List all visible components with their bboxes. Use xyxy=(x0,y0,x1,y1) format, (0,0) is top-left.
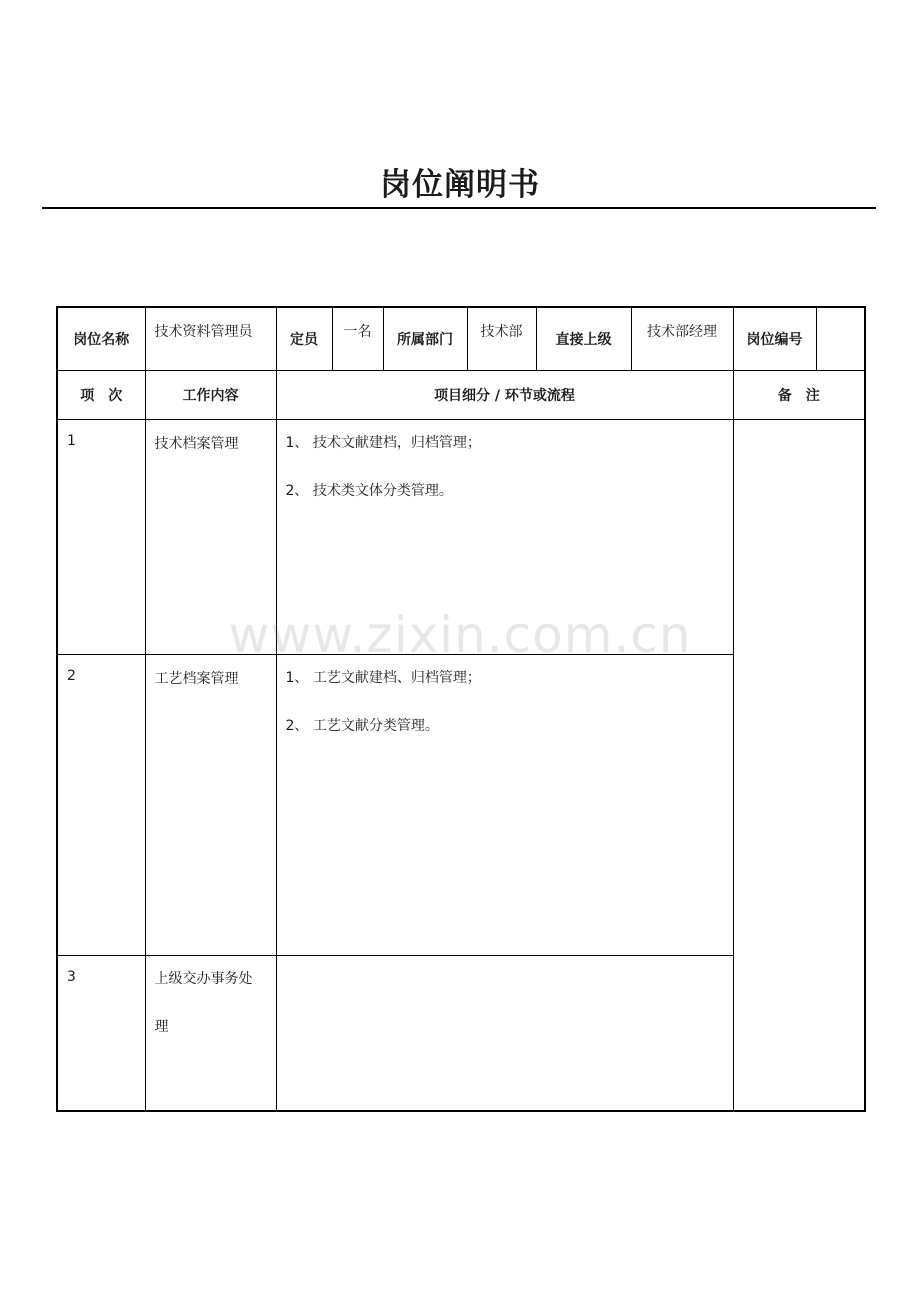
title-rule xyxy=(42,207,876,209)
page-title: 岗位阐明书 xyxy=(380,167,540,203)
row-content-line: 理 xyxy=(154,1019,169,1035)
row-content: 技术档案管理 xyxy=(145,420,276,655)
department-value: 技术部 xyxy=(467,307,536,371)
department-label: 所属部门 xyxy=(383,307,467,371)
row-number: 1 xyxy=(57,420,145,655)
row-detail xyxy=(276,655,733,956)
job-description-table xyxy=(56,306,866,1112)
row-number: 2 xyxy=(57,655,145,956)
table-row xyxy=(57,420,865,655)
watermark: www.zixin.com.cn xyxy=(228,606,692,664)
row-content: 工艺档案管理 xyxy=(145,655,276,956)
row-detail xyxy=(276,956,733,1111)
position-name-value: 技术资料管理员 xyxy=(145,307,276,371)
row-number: 3 xyxy=(57,956,145,1111)
remarks-cell xyxy=(733,420,865,1111)
headcount-label: 定员 xyxy=(276,307,332,371)
detail-line: 1、 工艺文献建档、归档管理； xyxy=(285,670,481,686)
supervisor-value: 技术部经理 xyxy=(631,307,733,371)
row-detail xyxy=(276,420,733,655)
column-content: 工作内容 xyxy=(145,371,276,420)
supervisor-label: 直接上级 xyxy=(536,307,631,371)
position-code-value xyxy=(816,307,865,371)
column-detail: 项目细分 / 环节或流程 xyxy=(276,371,733,420)
position-name-label: 岗位名称 xyxy=(57,307,145,371)
detail-line: 2、 工艺文献分类管理。 xyxy=(285,718,439,734)
headcount-value: 一名 xyxy=(332,307,383,371)
row-content xyxy=(145,956,276,1111)
column-remarks: 备 注 xyxy=(733,371,865,420)
row-content-line: 上级交办事务处 xyxy=(154,971,253,987)
detail-line: 1、 技术文献建档，归档管理； xyxy=(285,435,481,451)
detail-line: 2、 技术类文体分类管理。 xyxy=(285,483,453,499)
position-code-label: 岗位编号 xyxy=(733,307,816,371)
column-header-row xyxy=(57,371,865,420)
column-item: 项 次 xyxy=(57,371,145,420)
header-row xyxy=(57,307,865,371)
